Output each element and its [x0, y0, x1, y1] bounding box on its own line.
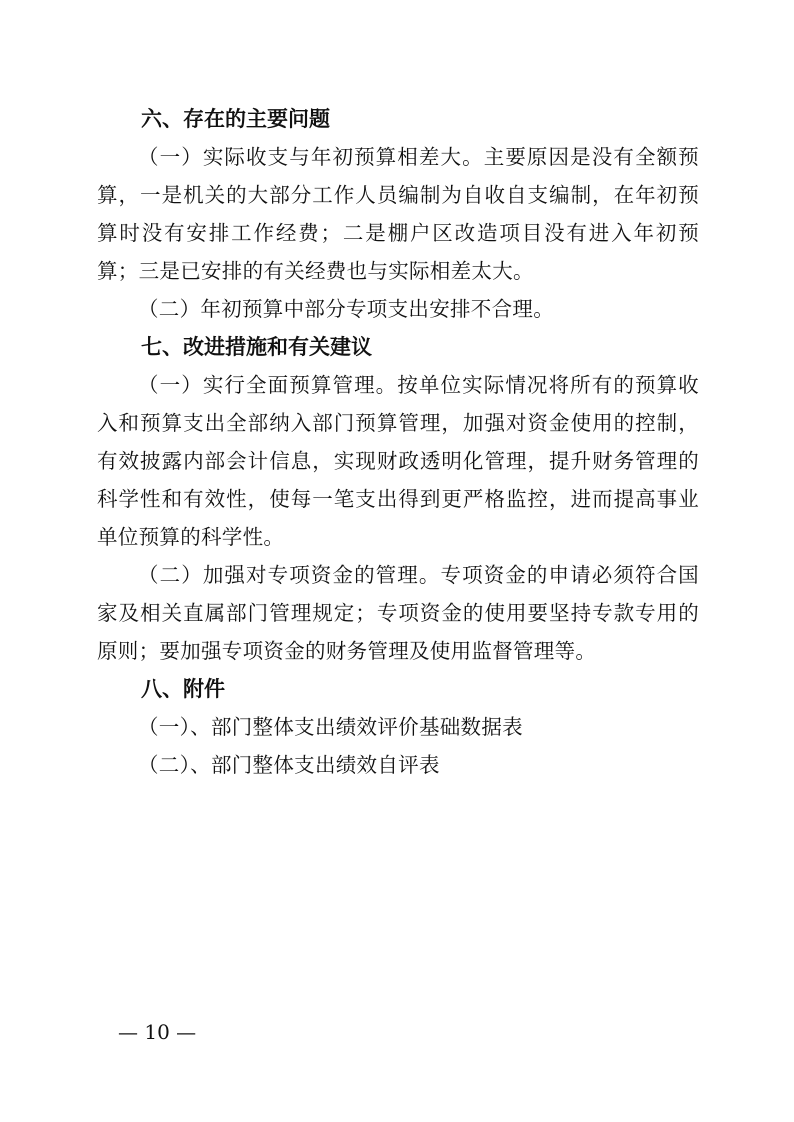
attachment-item-2: （二）、部门整体支出绩效自评表: [138, 753, 440, 777]
section-heading-problems: 六、存在的主要问题: [141, 107, 330, 131]
paragraph-problem-1: （一）实际收支与年初预算相差大。主要原因是没有全额预算，一是机关的大部分工作人员编制为自收自支编制，在年初预算时没有安排工作经费；二是棚户区改造项目没有进入年初预算；三是已安排的有关经费也与实际相差太大。: [97, 145, 699, 283]
paragraph-problem-2: （二）年初预算中部分专项支出安排不合理。: [138, 297, 554, 321]
document-body: [97, 100, 699, 784]
section-heading-improvements: 七、改进措施和有关建议: [141, 335, 372, 359]
page-number: — 10 —: [118, 1020, 197, 1044]
paragraph-improvement-1: （一）实行全面预算管理。按单位实际情况将所有的预算收入和预算支出全部纳入部门预算管理，加强对资金使用的控制，有效披露内部会计信息，实现财政透明化管理，提升财务管理的科学性和有效性，使每一笔支出得到更严格监控，进而提高事业单位预算的科学性。: [97, 373, 699, 549]
section-heading-attachments: 八、附件: [141, 677, 225, 701]
paragraph-improvement-2: （二）加强对专项资金的管理。专项资金的申请必须符合国家及相关直属部门管理规定；专项资金的使用要坚持专款专用的原则；要加强专项资金的财务管理及使用监督管理等。: [97, 563, 699, 663]
attachment-item-1: （一）、部门整体支出绩效评价基础数据表: [138, 715, 523, 739]
